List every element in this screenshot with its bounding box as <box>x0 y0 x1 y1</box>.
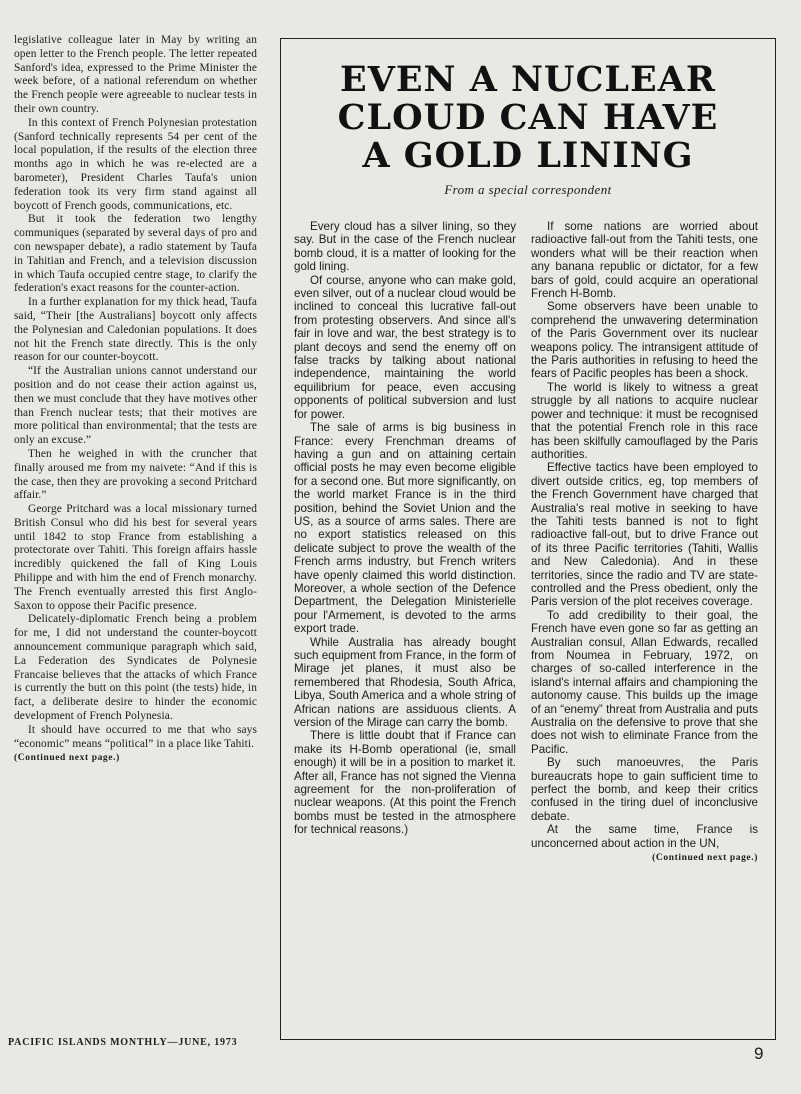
article-byline: From a special correspondent <box>444 182 612 197</box>
left-paragraph: Then he weighed in with the cruncher that finally aroused me from my naivete: “And if this is the case, then they are provoking a second Pritchard affair.” <box>14 447 257 502</box>
article-column-1 <box>294 220 516 837</box>
article-paragraph: Some observers have been unable to comprehend the unwavering determination of the Paris Government over its nuclear weapons policy. The intransigent attitude of the Paris authorities in refusing to heed the fears of Pacific peoples has been a shock. <box>531 300 758 381</box>
left-paragraph: Delicately-diplomatic French being a problem for me, I did not understand the counter-boycott announcement communique paragraph which said, La Federation des Syndicates de Polynesie Francaise believes that the attacks of which France is currently the butt on this point (the tests) hide, in fact, a deliberate desire to hinder the economic development of French Polynesia. <box>14 613 257 723</box>
left-paragraph: “If the Australian unions cannot understand our position and do not cease their action against us, then we must conclude that they have motives other than French nuclear tests; that their motives are more political than environmental; that the tests are only an excuse.” <box>14 365 257 447</box>
article-paragraph: At the same time, France is unconcerned about action in the UN, <box>531 823 758 850</box>
left-paragraph: legislative colleague later in May by writing an open letter to the French people. The letter repeated Sanford's idea, expressed to the Prime Minister the week before, of a national referendum on whether the French people were agreeable to nuclear tests in their own country. <box>14 34 257 115</box>
article-box <box>280 38 776 1040</box>
article-continued-note: (Continued next page.) <box>652 853 758 864</box>
article-paragraph: Of course, anyone who can make gold, even silver, out of a nuclear cloud would be inclined to conceal this lucrative fall-out from protesting observers. And since all's fair in love and war, the best strategy is to plant decoys and send the enemy off on false tracks by talking about national independence, maintaining the world equilibrium for peace, even accusing opponents of political subversion and lust for power. <box>294 273 516 421</box>
left-continued-note: (Continued next page.) <box>14 753 120 764</box>
article-paragraph: By such manoeuvres, the Paris bureaucrats hope to gain sufficient time to perfect the bomb, and keep their critics confused in the tiring duel of inconclusive debate. <box>531 756 758 823</box>
left-paragraph: But it took the federation two lengthy communiques (separated by several days of pro and con newspaper debate), a radio statement by Taufa in Tahitian and French, and a television discussion in which Taufa occupied centre stage, to clarify the federation's exact reasons for the counter-action. <box>14 213 257 295</box>
left-paragraph: In a further explanation for my thick head, Taufa said, “Their [the Australians] boycott only affects the Polynesian and Caledonian populations. It does not hit the French state directly. This is the only reason for our counter-boycott. <box>14 296 257 364</box>
left-paragraph: It should have occurred to me that who says “economic” means “political” in a place like Tahiti. <box>14 723 257 750</box>
page-footer: PACIFIC ISLANDS MONTHLY—JUNE, 1973 <box>8 1037 238 1048</box>
headline-line: EVEN A NUCLEAR <box>340 59 716 100</box>
left-paragraph: George Pritchard was a local missionary turned British Consul who did his best for several years until 1842 to stop France from establishing a protectorate over Tahiti. This foreign affairs hassle incredibly quickened the fall of King Louis Philippe and with him the end of French monarchy. The French eventually arrested this first Anglo-Saxon to oppose their Pacific presence. <box>14 503 257 612</box>
article-paragraph: Every cloud has a silver lining, so they say. But in the case of the French nuclear bomb cloud, it is a matter of looking for the gold lining. <box>294 220 516 274</box>
left-paragraph: In this context of French Polynesian protestation (Sanford technically represents 54 per cent of the local population, if the results of the election three months ago in which he was re-elected are a barometer), President Charles Taufa's union federation took its very firm stand against all boycott of French goods, communications, etc. <box>14 116 257 212</box>
left-column <box>14 34 257 766</box>
headline-line: A GOLD LINING <box>362 135 694 176</box>
article-paragraph: Effective tactics have been employed to divert outside critics, eg, top members of the French Government have charged that Australia's real motive in seeking to have the Tahiti tests banned is not to fight radioactive fall-out, but to drive France out of its three Pacific territories (Tahiti, Wallis and New Caledonia). And in these territories, since the radio and TV are state-controlled and the Press obedient, only the Paris version of the plot receives coverage. <box>531 461 758 609</box>
article-headline <box>281 61 775 175</box>
article-paragraph: The sale of arms is big business in France: every Frenchman dreams of having a gun and on attaining certain official posts he may even become eligible for a second one. But more significantly, on the world market France is in the third position, behind the Soviet Union and the US, as a source of arms sales. There are no export statistics released on this delicate subject to prove the wealth of the French arms industry, but French writers have openly claimed this world distinction. Moreover, a whole section of the Defence Department, the Delegation Ministerielle pour l'Armement, is devoted to the arms export trade. <box>294 421 516 636</box>
article-paragraph: To add credibility to their goal, the French have even gone so far as getting an Australian consul, Allan Edwards, recalled from Noumea in February, 1972, on charges of so-called interference in the island's internal affairs and championing the autonomy cause. This builds up the image of an “enemy” threat from Australia and puts Australia on the defensive to prove that she does not wish to eliminate France from the Pacific. <box>531 608 758 756</box>
headline-line: CLOUD CAN HAVE <box>337 97 719 138</box>
article-paragraph: If some nations are worried about radioactive fall-out from the Tahiti tests, one wonders what will be their reaction when any banana republic or dictator, for a few bars of gold, could acquire an operational French H-Bomb. <box>531 220 758 301</box>
article-paragraph: The world is likely to witness a great struggle by all nations to acquire nuclear power and technique: it must be recognised that the potential French role in this race has been skilfully camouflaged by the Paris authorities. <box>531 380 758 461</box>
article-paragraph: While Australia has already bought such equipment from France, in the form of Mirage jet planes, it must also be remembered that Rhodesia, South Africa, Libya, South America and a whole string of African nations are assiduous clients. A version of the Mirage can carry the bomb. <box>294 635 516 730</box>
article-paragraph: There is little doubt that if France can make its H-Bomb operational (ie, small enough) it will be in a position to market it. After all, France has not signed the Vienna agreement for the non-proliferation of nuclear weapons. (At this point the French bombs must be tested in the atmosphere for technical reasons.) <box>294 729 516 837</box>
page-number: 9 <box>754 1044 764 1063</box>
article-column-2 <box>531 220 758 866</box>
